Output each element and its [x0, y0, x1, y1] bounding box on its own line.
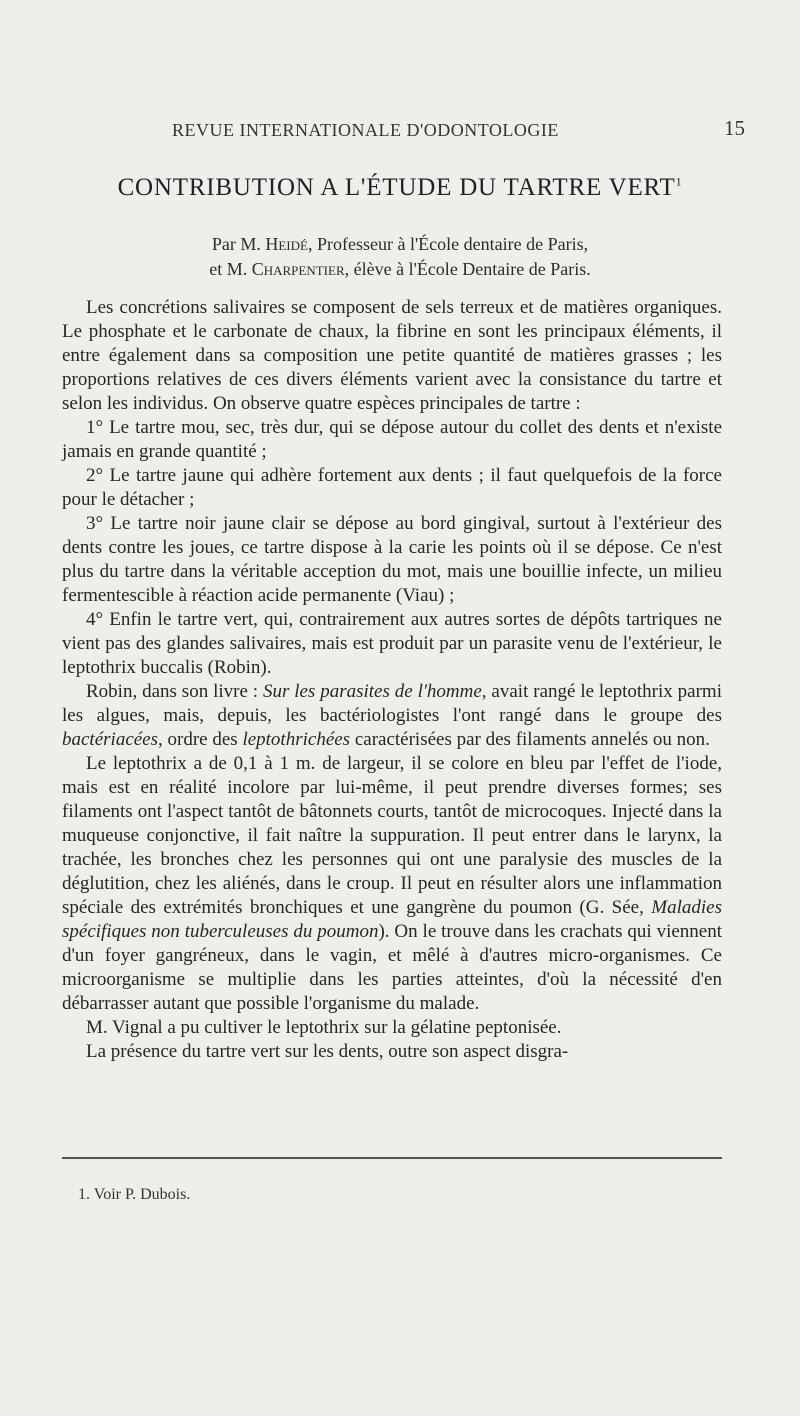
author-1-name: Heidé: [265, 234, 308, 254]
article-body: [62, 296, 722, 1064]
paragraph-6: [62, 680, 722, 752]
p7-italic: Maladies spécifiques non tuberculeuses du poumon: [62, 897, 722, 942]
paragraph-4: 3° Le tartre noir jaune clair se dépose au bord gingival, surtout à l'extérieur des dents contre les joues, ce tartre dispose à la carie les points où il se dépose. Ce n'est plus du tartre dans la véritable acception du mot, mais une bouillie infecte, un milieu fermentescible à réaction acide permanente (Viau) ;: [62, 513, 722, 606]
paragraph-2: 1° Le tartre mou, sec, très dur, qui se dépose autour du collet des dents et n'existe jamais en grande quantité ;: [62, 417, 722, 462]
p6-text-b: , avait rangé le leptothrix parmi les algues, mais, depuis, les bactériologistes l'ont rangé dans le groupe des: [62, 681, 722, 726]
byline-1-prefix: Par M.: [211, 234, 266, 254]
byline-2-prefix: et M.: [209, 259, 252, 279]
article-title: [0, 174, 800, 202]
paragraph-7: [62, 752, 722, 1016]
p6-italic-3: leptothrichées: [242, 729, 351, 750]
byline: [0, 232, 800, 282]
p6-italic-2: bactériacées: [62, 729, 159, 750]
p6-text-d: caractérisées par des filaments annelés ou non.: [350, 729, 710, 750]
running-head: REVUE INTERNATIONALE D'ODONTOLOGIE: [172, 120, 559, 140]
footnote: 1. Voir P. Dubois.: [78, 1186, 191, 1203]
paragraph-8: M. Vignal a pu cultiver le leptothrix sur la gélatine peptonisée.: [86, 1017, 562, 1038]
author-2-name: Charpentier: [251, 259, 345, 279]
paragraph-3: 2° Le tartre jaune qui adhère fortement aux dents ; il faut quelquefois de la force pour le détacher ;: [62, 465, 722, 510]
byline-line-1: [0, 232, 800, 257]
paragraph-9: La présence du tartre vert sur les dents, outre son aspect disgra-: [86, 1041, 569, 1062]
p6-italic-1: Sur les parasites de l'homme: [262, 681, 482, 702]
byline-1-suffix: , Professeur à l'École dentaire de Paris,: [307, 234, 589, 254]
byline-2-suffix: , élève à l'École Dentaire de Paris.: [344, 259, 591, 279]
p7-text-b: ). On le trouve dans les crachats qui viennent d'un foyer gangréneux, dans le vagin, et mêlé à d'autres micro-organismes. Ce microorganisme se multiplie dans les parties atteintes, d'où la nécessité d'en débarrasser autant que possible l'organisme du malade.: [62, 921, 722, 1014]
page-number: 15: [724, 116, 745, 140]
paragraph-5: 4° Enfin le tartre vert, qui, contrairement aux autres sortes de dépôts tartriques ne vient pas des glandes salivaires, mais est produit par un parasite venu de l'extérieur, le leptothrix buccalis (Robin).: [62, 609, 722, 678]
p6-text-c: , ordre des: [158, 729, 243, 750]
byline-line-2: [0, 257, 800, 282]
p7-text-a: Le leptothrix a de 0,1 à 1 m. de largeur, il se colore en bleu par l'effet de l'iode, mais est en réalité incolore par lui-même, il peut prendre diverses formes; ses filaments ont l'aspect tantôt de bâtonnets courts, tantôt de microcoques. Injecté dans la muqueuse conjonctive, il fait naître la suppuration. Il peut entrer dans le larynx, la trachée, les bronches chez les personnes qui ont une paralysie des muscles de la déglutition, chez les aliénés, dans le croup. Il peut en résulter alors une inflammation spéciale des extrémités bronchiques et une gangrène du poumon (G. Sée,: [62, 753, 722, 918]
footnote-rule: [62, 1157, 722, 1159]
footnote-mark: 1: [675, 174, 683, 189]
p6-text-a: Robin, dans son livre :: [86, 681, 263, 702]
paragraph-1: Les concrétions salivaires se composent de sels terreux et de matières organiques. Le phosphate et le carbonate de chaux, la fibrine en sont les principaux éléments, il entre également dans sa composition une petite quantité de matières grasses ; les proportions relatives de ces divers éléments varient avec la consistance du tartre et selon les individus. On observe quatre espèces principales de tartre :: [62, 297, 722, 414]
article-title-text: CONTRIBUTION A L'ÉTUDE DU TARTRE VERT: [117, 174, 676, 201]
